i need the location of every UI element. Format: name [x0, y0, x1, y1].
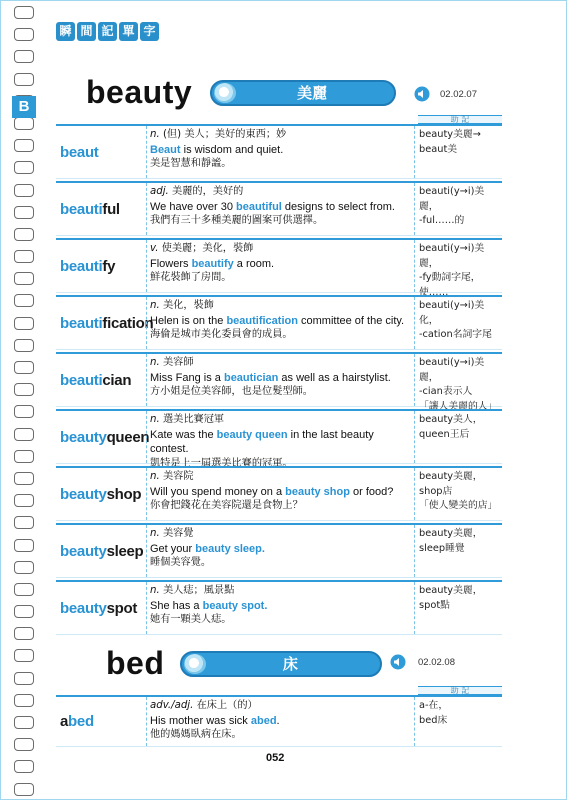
example-highlight: beautiful: [236, 200, 282, 213]
entry-body: [146, 468, 415, 520]
translation-pill: [180, 651, 382, 677]
part-of-speech: adv./adj.: [150, 700, 194, 711]
memo-line: beauty美麗，: [419, 471, 483, 482]
entry-term: [56, 525, 146, 577]
example-pre: We have over 30: [150, 200, 237, 213]
part-of-speech: n.: [150, 528, 160, 539]
entry-term: [56, 297, 154, 349]
example-sentence: [150, 714, 411, 729]
memo-line: -cian表示人: [419, 386, 473, 397]
entry-body: [146, 126, 415, 178]
example-sentence: [150, 599, 411, 614]
example-translation: 睡個美容覺。: [150, 557, 212, 568]
headword-translation: 床: [282, 655, 298, 673]
definition: 美容師: [162, 357, 194, 368]
binder-ring: [14, 783, 34, 796]
memo-line: 使……: [419, 286, 449, 298]
binder-rings: [14, 6, 36, 800]
entry-body: [146, 525, 415, 577]
series-char: 間: [77, 22, 96, 41]
definition: 美麗的，美好的: [172, 186, 244, 197]
binder-ring: [14, 694, 34, 707]
term-prefix: a: [60, 713, 69, 730]
entry-row: [56, 580, 502, 635]
example-translation: 鮮花裝飾了房間。: [150, 272, 232, 283]
term-root: beauti: [60, 200, 103, 218]
definition-line: [150, 242, 411, 257]
binder-ring: [14, 405, 34, 418]
example-post: a room.: [233, 257, 275, 270]
term-suffix: shop: [106, 485, 142, 503]
example-pre: Will you spend money on a: [150, 485, 286, 498]
term-root: beauty: [60, 485, 107, 503]
definition: 美人痣；風景點: [162, 585, 235, 596]
example-post: is wisdom and quiet.: [180, 143, 284, 156]
binder-ring: [14, 672, 34, 685]
memo-label: 助 記: [418, 115, 502, 124]
example-translation: 你會把錢花在美容院還是食物上？: [150, 500, 303, 511]
binder-ring: [14, 184, 34, 197]
binder-ring: [14, 139, 34, 152]
example-sentence: [150, 143, 411, 158]
definition: 美化，裝飾: [162, 300, 214, 311]
example-highlight: Beaut: [150, 143, 181, 156]
example-translation: 我們有三十多種美麗的圖案可供選擇。: [150, 215, 324, 226]
memo-column: [415, 240, 502, 298]
translation-pill: [210, 80, 396, 106]
entry-body: [146, 183, 415, 235]
memo-column: [415, 297, 502, 349]
example-highlight: beauty sleep.: [195, 542, 265, 555]
memo-line: queen王后: [419, 428, 470, 440]
definition-line: [150, 584, 411, 599]
example-highlight: beauty shop: [285, 485, 350, 498]
example-pre: Helen is on the: [150, 314, 227, 327]
term-suffix: spot: [106, 599, 138, 617]
definition-line: [150, 299, 411, 314]
memo-line: beauti(y→i)美化，: [419, 300, 485, 326]
memo-line: beauty美麗，: [419, 585, 483, 596]
entry-body: [146, 411, 415, 469]
example-sentence: [150, 314, 411, 329]
entry-row: [56, 695, 502, 747]
memo-column: [415, 354, 502, 412]
example-pre: Get your: [150, 542, 196, 555]
example-highlight: abed: [250, 714, 277, 727]
part-of-speech: n.: [150, 357, 160, 368]
binder-ring: [14, 250, 34, 263]
term-root: beauti: [60, 257, 103, 275]
part-of-speech: v.: [150, 243, 159, 254]
audio-code: 02.02.08: [418, 657, 455, 668]
memo-line: beauti(y→i)美麗，: [419, 357, 485, 383]
part-of-speech: n.: [150, 471, 160, 482]
term-root: beauty: [60, 428, 107, 446]
memo-column: [415, 582, 502, 634]
memo-line: -fy動詞字尾，: [419, 272, 481, 283]
example-pre: His mother was sick: [150, 714, 251, 727]
memo-line: a-在，: [419, 700, 449, 711]
binder-ring: [14, 161, 34, 174]
bubble-icon: [214, 83, 236, 103]
example-sentence: [150, 428, 411, 457]
memo-column: [415, 411, 502, 463]
memo-line: beauty美人，: [419, 414, 483, 425]
entry-term: [56, 582, 146, 634]
entry-body: [146, 297, 415, 349]
example-post: or food?: [349, 485, 394, 498]
example-translation: 海倫是城市美化委員會的成員。: [150, 329, 293, 340]
entry-row: [56, 295, 502, 350]
speaker-icon[interactable]: [414, 86, 430, 102]
memo-line: beauti(y→i)美麗，: [419, 186, 485, 212]
memo-column: [415, 697, 502, 746]
definition: 在床上（的）: [196, 700, 258, 711]
definition: (但) 美人；美好的東西；妙: [162, 129, 287, 140]
term-suffix: ful: [102, 200, 120, 218]
memo-column: [415, 126, 502, 178]
memo-line: -cation名詞字尾: [419, 329, 492, 340]
part-of-speech: n.: [150, 300, 160, 311]
example-highlight: beautician: [223, 371, 279, 384]
term-suffix: cian: [102, 371, 132, 389]
definition-line: [150, 413, 411, 428]
term-root: beauty: [60, 599, 107, 617]
series-char: 瞬: [56, 22, 75, 41]
part-of-speech: adj.: [150, 186, 169, 197]
example-post: committee of the city.: [297, 314, 405, 327]
example-pre: Flowers: [150, 257, 192, 270]
binder-ring: [14, 73, 34, 86]
entry-body: [146, 697, 415, 746]
binder-ring: [14, 539, 34, 552]
memo-line: shop店: [419, 485, 453, 497]
binder-ring: [14, 494, 34, 507]
example-sentence: [150, 257, 411, 272]
memo-line: beaut美: [419, 143, 458, 155]
entry-row: [56, 181, 502, 236]
memo-line: 「讓人美麗的人」: [419, 400, 498, 412]
memo-line: bed床: [419, 714, 448, 726]
entry-body: [146, 354, 415, 406]
entry-body: [146, 240, 415, 292]
binder-ring: [14, 28, 34, 41]
memo-line: beauti(y→i)美麗，: [419, 243, 485, 269]
series-tag: [56, 22, 159, 41]
binder-ring: [14, 317, 34, 330]
entry-term: [56, 354, 146, 406]
entry-row: [56, 238, 502, 298]
binder-ring: [14, 383, 34, 396]
example-sentence: [150, 371, 411, 386]
binder-ring: [14, 738, 34, 751]
memo-label: 助 記: [418, 686, 502, 695]
definition-line: [150, 185, 411, 200]
example-pre: She has a: [150, 599, 203, 612]
example-highlight: beauty spot.: [202, 599, 268, 612]
binder-ring: [14, 206, 34, 219]
example-highlight: beauty queen: [216, 428, 288, 441]
term-suffix: fication: [102, 314, 154, 332]
series-char: 單: [119, 22, 138, 41]
example-post: designs to select from.: [281, 200, 395, 213]
headword: beauty: [86, 74, 193, 110]
binder-ring: [14, 627, 34, 640]
term-root: beauty: [60, 542, 107, 560]
headword-block: [86, 74, 396, 111]
binder-ring: [14, 516, 34, 529]
part-of-speech: n.: [150, 129, 160, 140]
memo-line: sleep睡覺: [419, 542, 465, 554]
entry-term: [56, 468, 146, 520]
binder-ring: [14, 228, 34, 241]
binder-ring: [14, 294, 34, 307]
example-translation: 方小姐是位美容師，也是位髮型師。: [150, 386, 313, 397]
definition: 使美麗；美化，裝飾: [161, 243, 254, 254]
binder-ring: [14, 339, 34, 352]
binder-ring: [14, 428, 34, 441]
definition-line: [150, 699, 411, 714]
memo-line: -ful……的: [419, 215, 465, 226]
bubble-icon: [184, 654, 206, 674]
term-suffix: fy: [102, 257, 116, 275]
example-translation: 美是智慧和靜謐。: [150, 158, 232, 169]
term-suffix: queen: [106, 428, 150, 446]
definition-line: [150, 356, 411, 371]
example-sentence: [150, 200, 411, 215]
definition: 美容覺: [162, 528, 194, 539]
entry-row: [56, 466, 502, 521]
memo-line: beauty美麗，: [419, 528, 483, 539]
example-translation: 她有一顆美人痣。: [150, 614, 232, 625]
series-char: 字: [140, 22, 159, 41]
example-sentence: [150, 485, 411, 500]
binder-ring: [14, 361, 34, 374]
page-number: 052: [266, 752, 285, 764]
definition-line: [150, 527, 411, 542]
headword: bed: [106, 645, 165, 681]
entry-row: [56, 409, 502, 469]
entry-term: [56, 697, 146, 746]
speaker-icon[interactable]: [390, 654, 406, 670]
series-char: 記: [98, 22, 117, 41]
binder-ring: [14, 561, 34, 574]
entry-row: [56, 523, 502, 578]
part-of-speech: n.: [150, 414, 160, 425]
binder-ring: [14, 472, 34, 485]
binder-ring: [14, 649, 34, 662]
part-of-speech: n.: [150, 585, 160, 596]
binder-ring: [14, 716, 34, 729]
binder-ring: [14, 605, 34, 618]
memo-column: [415, 468, 502, 520]
term-root: beaut: [60, 143, 99, 161]
memo-column: [415, 183, 502, 235]
example-pre: Kate was the: [150, 428, 217, 441]
entry-term: [56, 240, 146, 292]
entry-term: [56, 183, 146, 235]
memo-line: beauty美麗→: [419, 129, 481, 140]
entry-body: [146, 582, 415, 634]
entry-row: [56, 124, 502, 179]
binder-ring: [14, 6, 34, 19]
example-post: in the last beauty contest.: [150, 428, 374, 455]
binder-ring: [14, 450, 34, 463]
binder-ring: [14, 117, 34, 130]
example-highlight: beautify: [191, 257, 234, 270]
binder-ring: [14, 50, 34, 63]
section-letter-tab: B: [12, 96, 36, 118]
memo-line: spot點: [419, 599, 450, 611]
definition-line: [150, 470, 411, 485]
term-root: beauti: [60, 314, 103, 332]
entry-term: [56, 126, 146, 178]
example-translation: 他的媽媽臥病在床。: [150, 729, 242, 740]
example-highlight: beautification: [226, 314, 298, 327]
binder-ring: [14, 272, 34, 285]
entry-row: [56, 352, 502, 412]
entry-term: [56, 411, 150, 463]
term-root: bed: [68, 713, 94, 730]
headword-translation: 美麗: [297, 84, 328, 102]
term-suffix: sleep: [106, 542, 144, 560]
term-root: beauti: [60, 371, 103, 389]
example-post: .: [276, 714, 280, 727]
definition: 美容院: [162, 471, 194, 482]
definition: 選美比賽冠軍: [162, 414, 225, 425]
headword-block: [106, 645, 382, 682]
audio-code: 02.02.07: [440, 89, 477, 100]
example-pre: Miss Fang is a: [150, 371, 224, 384]
binder-ring: [14, 583, 34, 596]
definition-line: [150, 128, 411, 143]
memo-column: [415, 525, 502, 577]
memo-line: 「使人變美的店」: [419, 500, 498, 511]
example-translation: 凱特是上一屆選美比賽的冠軍。: [150, 457, 293, 469]
binder-ring: [14, 760, 34, 773]
example-post: as well as a hairstylist.: [278, 371, 391, 384]
example-sentence: [150, 542, 411, 557]
